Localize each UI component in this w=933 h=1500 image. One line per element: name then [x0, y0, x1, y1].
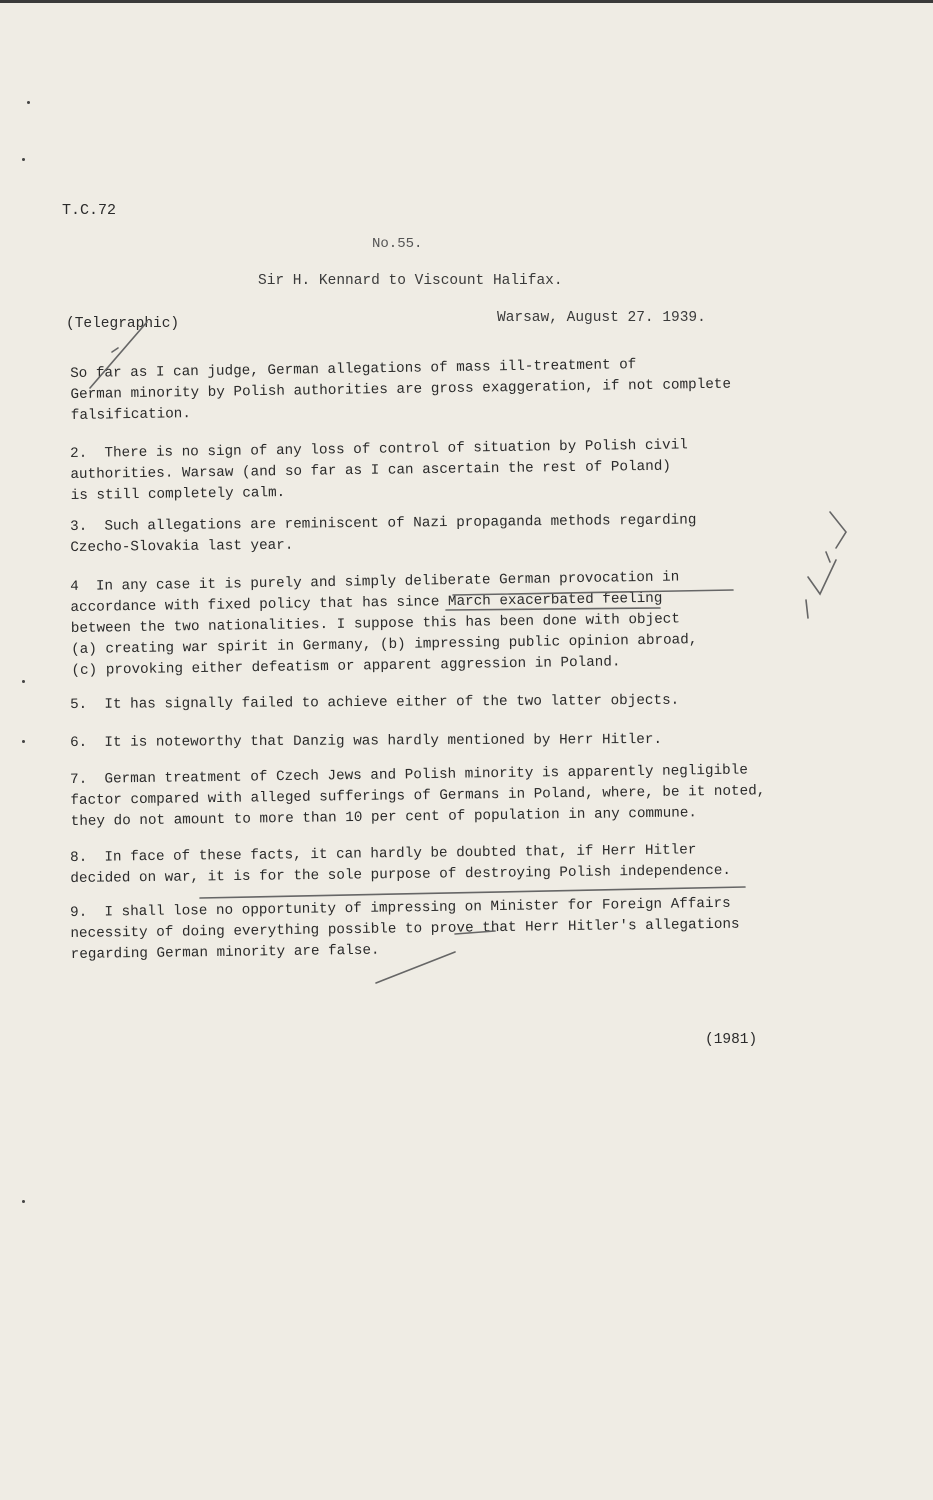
paragraph-5: 5. It has signally failed to achieve either of the two latter objects. — [70, 692, 680, 713]
dateline: Warsaw, August 27. 1939. — [497, 310, 706, 326]
margin-dot — [22, 1200, 25, 1203]
document-number: No.55. — [372, 236, 423, 252]
transmission-mode: (Telegraphic) — [66, 316, 180, 332]
paragraph-9: 9. I shall lose no opportunity of impressing on Minister for Foreign Affairs necessity of doing everything possible to prove that Herr Hitler's allegations regarding German minority are false. — [70, 895, 740, 963]
paragraph-3: 3. Such allegations are reminiscent of Nazi propaganda methods regarding Czecho-Slovakia last year. — [70, 512, 697, 556]
page-reference: (1981) — [705, 1032, 758, 1048]
paragraph-7: 7. German treatment of Czech Jews and Polish minority is apparently negligible factor compared with alleged sufferings of Germans in Poland, where, be it noted, they do not amount to more than 10 per cent of population in any commune. — [70, 762, 766, 830]
margin-dot — [22, 158, 25, 161]
paragraph-6: 6. It is noteworthy that Danzig was hardly mentioned by Herr Hitler. — [70, 731, 663, 751]
margin-dot — [22, 680, 25, 683]
paragraph-4: 4 In any case it is purely and simply deliberate German provocation in accordance with fixed policy that has since March exacerbated feeling between the two nationalities. I suppose this has been done with object (a) creating war spirit in Germany, (b) impressing public opinion abroad, (c) provoking either defeatism or apparent aggression in Poland. — [70, 569, 698, 679]
pencil-tick-mark — [112, 348, 118, 352]
top-edge-line — [0, 0, 933, 3]
paragraph-8: 8. In face of these facts, it can hardly be doubted that, if Herr Hitler decided on war, it is for the sole purpose of destroying Polish independence. — [70, 842, 732, 887]
document-heading: Sir H. Kennard to Viscount Halifax. — [258, 273, 563, 289]
margin-check-mark — [826, 552, 830, 562]
margin-dot — [22, 740, 25, 743]
paragraph-2: 2. There is no sign of any loss of control of situation by Polish civil authorities. Warsaw (and so far as I can ascertain the rest of Poland) is still completely calm. — [70, 437, 688, 504]
margin-dot — [27, 101, 30, 104]
paragraph-1: So far as I can judge, German allegations of mass ill-treatment of German minority by Polish authorities are gross exaggeration, if not complete falsification. — [70, 357, 732, 424]
document-reference: T.C.72 — [62, 202, 117, 219]
